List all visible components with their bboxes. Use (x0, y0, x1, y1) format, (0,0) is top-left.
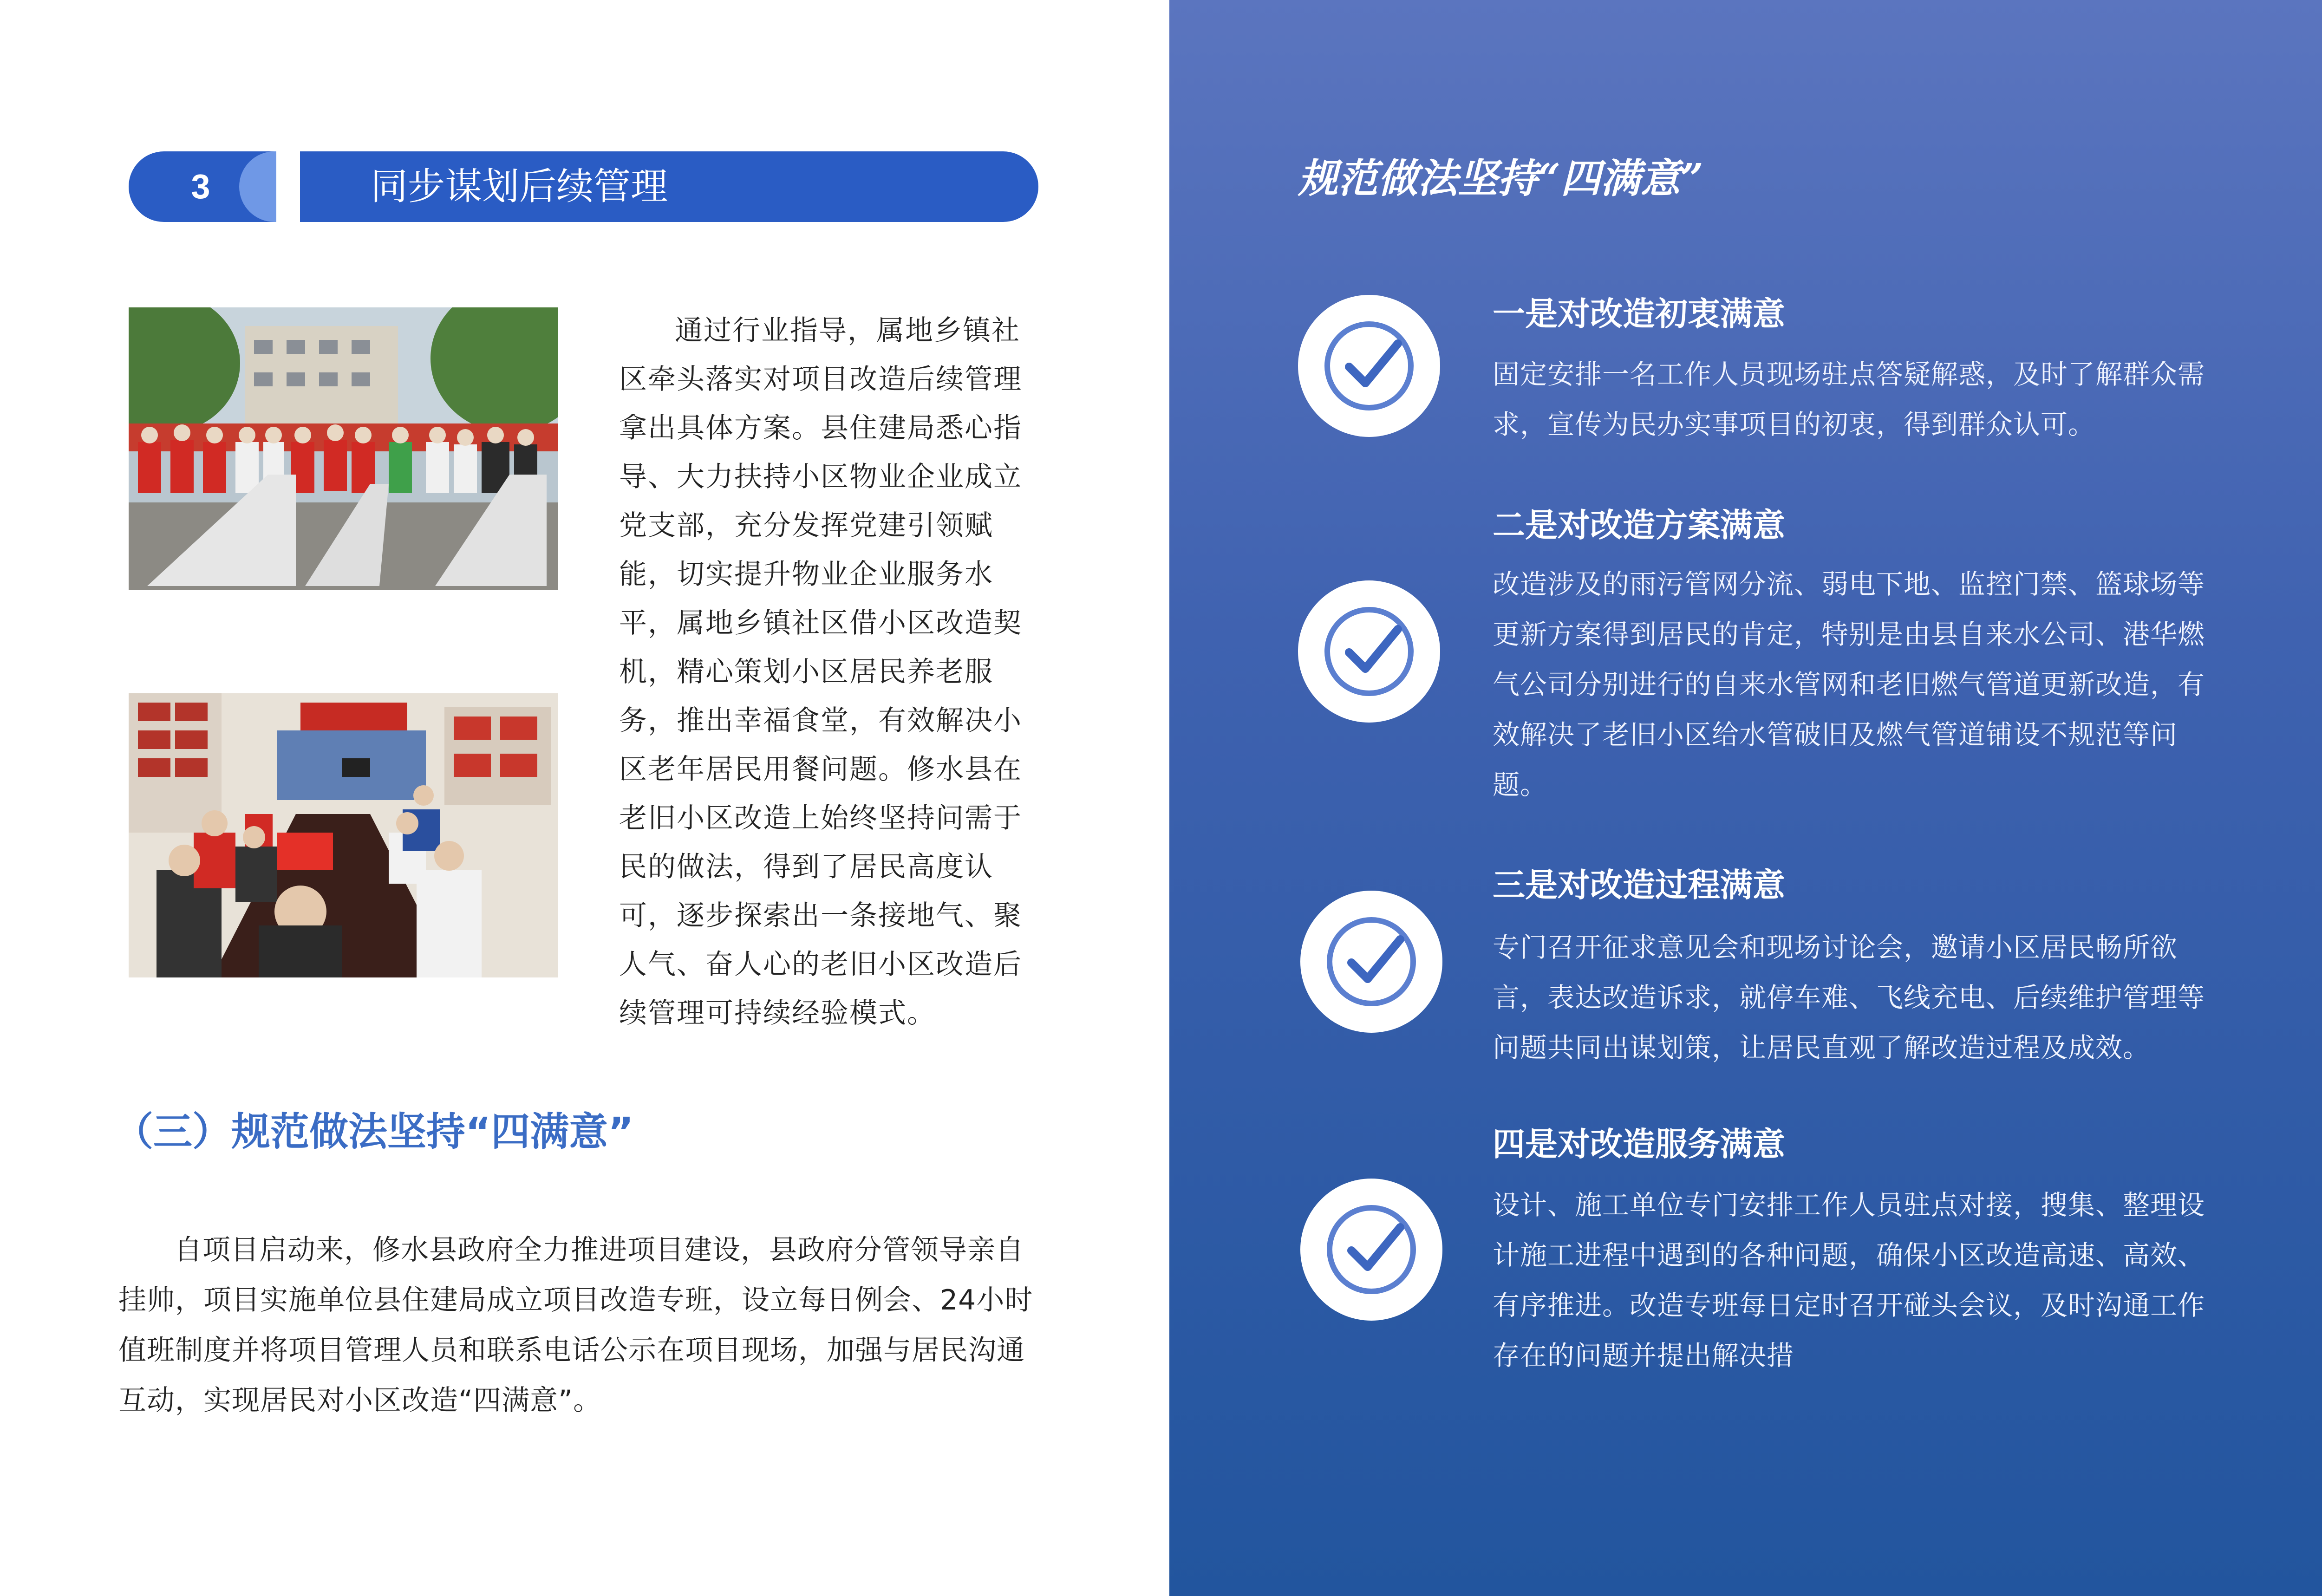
section-title-bar (300, 151, 1038, 222)
section-number-badge (129, 151, 276, 222)
section-number: 3 (191, 167, 210, 206)
section3-paragraph: 自项目启动来，修水县政府全力推进项目建设，县政府分管领导亲自挂帅，项目实施单位县住建局成立项目改造专班，设立每日例会、24小时值班制度并将项目管理人员和联系电话公示在项目现场，加强与居民沟通互动，实现居民对小区改造“四满意”。 (118, 1234, 1033, 1417)
check-circle-icon (1300, 891, 1442, 1033)
outdoor-event-photo (129, 307, 558, 590)
item-text-4: 设计、施工单位专门安排工作人员驻点对接，搜集、整理设计施工进程中遇到的各种问题，确保小区改造高速、高效、有序推进。改造专班每日定时召开碰头会议，及时沟通工作存在的问题并提出解决措 (1493, 1189, 2205, 1371)
item-heading-2: 二是对改造方案满意 (1493, 506, 1785, 544)
item-heading-3: 三是对改造过程满意 (1493, 866, 1785, 904)
item-heading-1: 一是对改造初衷满意 (1493, 295, 1785, 333)
item-text-1: 固定安排一名工作人员现场驻点答疑解惑，及时了解群众需求，宣传为民办实事项目的初衷，得到群众认可。 (1493, 358, 2205, 440)
check-circle-icon (1298, 295, 1440, 437)
check-circle-icon (1300, 1179, 1442, 1321)
right-panel-title: 规范做法坚持“四满意” (1298, 155, 1703, 202)
item-heading-4: 四是对改造服务满意 (1493, 1125, 1785, 1163)
check-circle-icon (1298, 580, 1440, 723)
item-text-3: 专门召开征求意见会和现场讨论会，邀请小区居民畅所欲言，表达改造诉求，就停车难、飞线充电、后续维护管理等问题共同出谋划策，让居民直观了解改造过程及成效。 (1493, 932, 2205, 1063)
section-title: 同步谋划后续管理 (371, 165, 668, 208)
section3-heading: （三）规范做法坚持“四满意” (114, 1109, 634, 1154)
item-text-2: 改造涉及的雨污管网分流、弱电下地、监控门禁、篮球场等更新方案得到居民的肯定，特别是由县自来水公司、港华燃气公司分别进行的自来水管网和老旧燃气管道更新改造，有效解决了老旧小区给水管破旧及燃气管道铺设不规范等问题。 (1493, 568, 2205, 801)
meeting-room-photo (129, 693, 558, 977)
intro-paragraph: 通过行业指导，属地乡镇社区牵头落实对项目改造后续管理拿出具体方案。县住建局悉心指导、大力扶持小区物业企业成立党支部，充分发挥党建引领赋能，切实提升物业企业服务水平，属地乡镇社区借小区改造契机，精心策划小区居民养老服务，推出幸福食堂，有效解决小区老年居民用餐问题。修水县在老旧小区改造上始终坚持问需于民的做法，得到了居民高度认可，逐步探索出一条接地气、聚人气、奋人心的老旧小区改造后续管理可持续经验模式。 (619, 314, 1022, 1029)
